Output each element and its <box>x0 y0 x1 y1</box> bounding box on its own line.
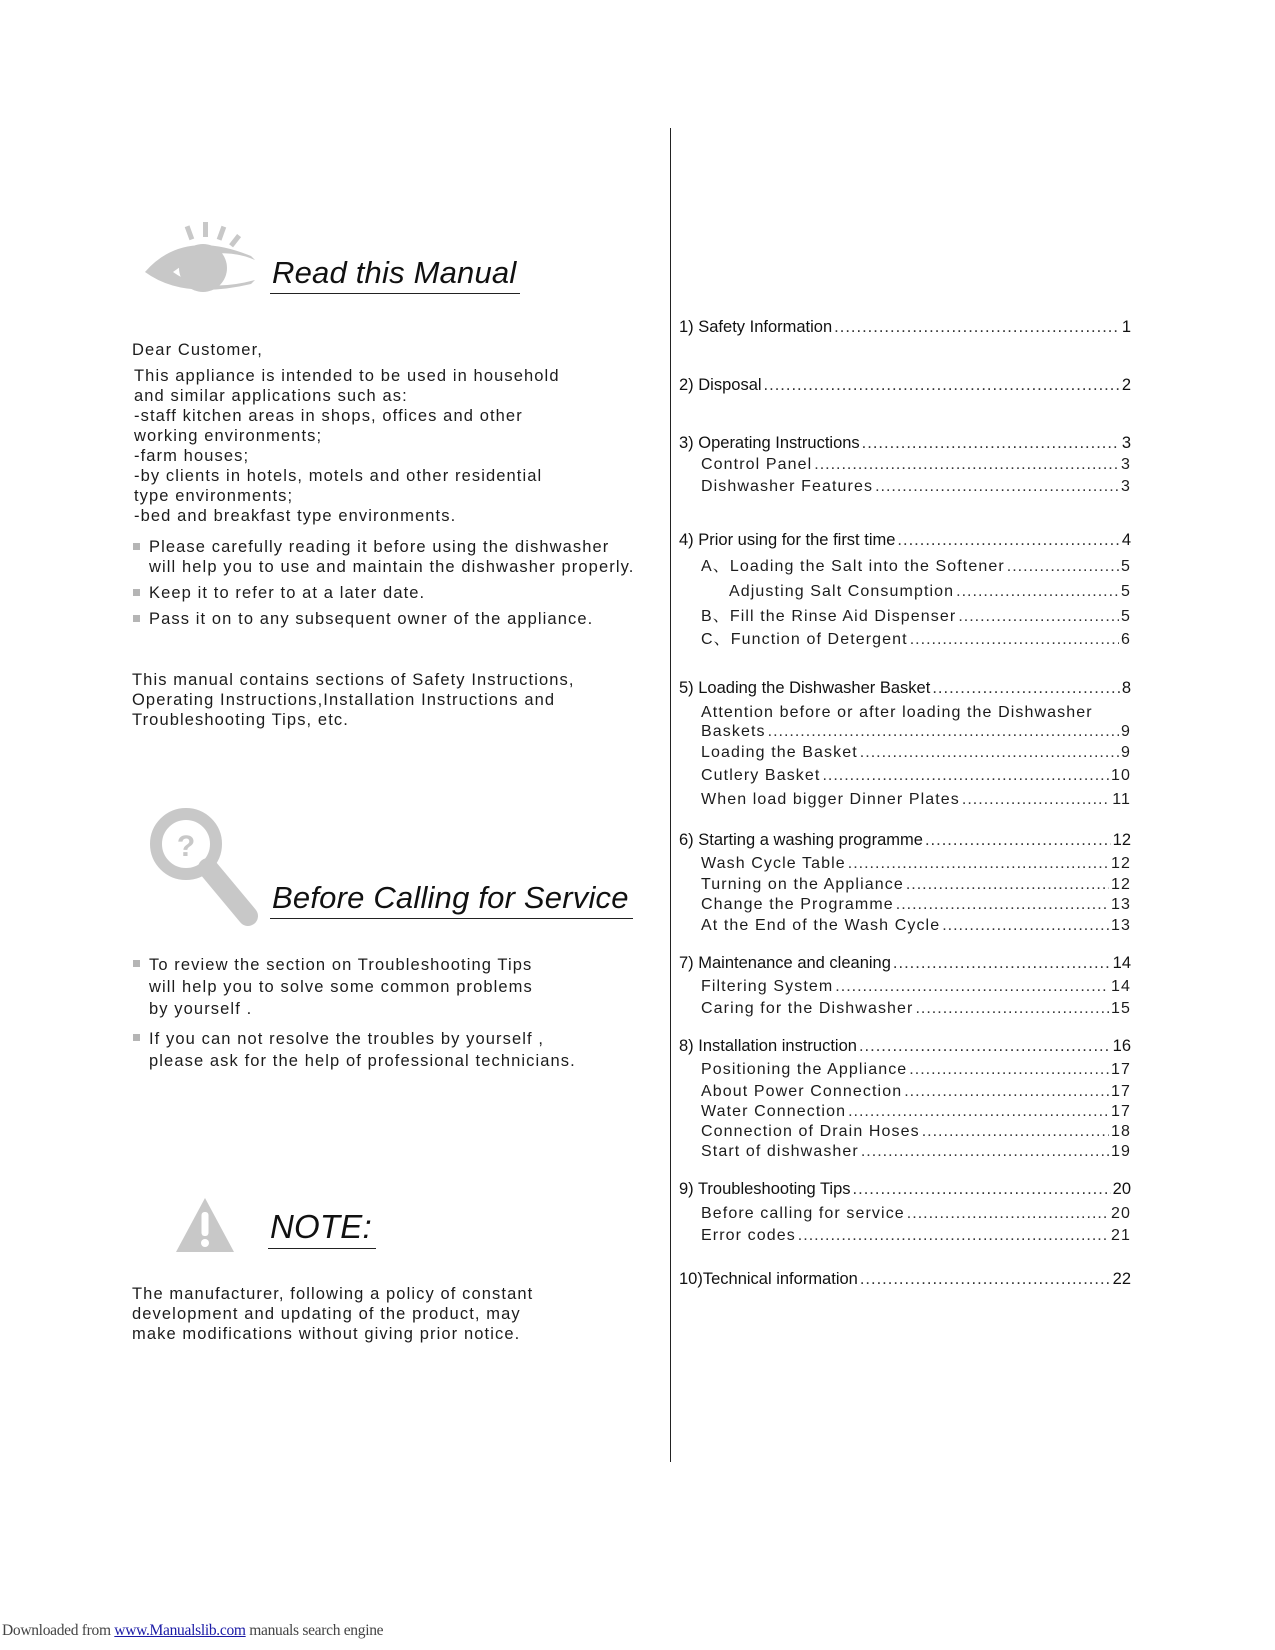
toc-subentry[interactable] <box>679 976 1131 998</box>
toc-subentry[interactable] <box>679 1142 1131 1162</box>
toc-subentry-page: 6 <box>1121 631 1131 648</box>
toc-subentry-title: Filtering System <box>701 978 834 995</box>
summary-line: Operating Instructions,Installation Instructions and <box>132 691 556 709</box>
toc-subentry-title: Error codes <box>701 1226 796 1244</box>
toc-subentry-page: 5 <box>1121 558 1131 575</box>
toc-entry-page: 20 <box>1112 1180 1131 1198</box>
toc-subentry[interactable] <box>679 476 1131 498</box>
manual-summary <box>132 670 575 730</box>
intro-line: -farm houses; <box>134 447 250 465</box>
toc-section <box>679 1178 1131 1246</box>
toc-section <box>679 1268 1131 1290</box>
greeting: Dear Customer, <box>132 341 263 359</box>
intro-line: -bed and breakfast type environments. <box>134 507 457 525</box>
toc-subentry-title: C、Function of Detergent <box>701 631 908 648</box>
intro-line: This appliance is intended to be used in household <box>134 367 560 385</box>
toc-entry-title: 1) Safety Information <box>679 318 833 336</box>
warning-triangle-icon <box>174 1196 236 1254</box>
toc-subentry-page: 5 <box>1121 608 1131 625</box>
toc-subentry[interactable] <box>679 1102 1131 1122</box>
toc-subentry-page: 17 <box>1111 1082 1131 1100</box>
toc-subentry-page: 15 <box>1111 999 1131 1017</box>
toc-subentry-page: 18 <box>1111 1123 1131 1140</box>
toc-entry-page: 22 <box>1112 1270 1131 1288</box>
toc-subentry[interactable] <box>679 554 1131 579</box>
toc-entry-title: 5) Loading the Dishwasher Basket <box>679 679 931 697</box>
toc-entry-page: 8 <box>1121 679 1131 697</box>
toc-subentry[interactable] <box>679 853 1131 875</box>
toc-entry[interactable] <box>679 432 1131 454</box>
toc-subentry[interactable] <box>679 629 1131 651</box>
toc-subentry-page: 12 <box>1111 875 1131 893</box>
table-of-contents <box>679 316 1131 1290</box>
toc-section <box>679 374 1131 396</box>
toc-subentry[interactable] <box>679 1225 1131 1247</box>
bullet-item: Please carefully reading it before using the dishwasher will help you to use and maintain the dishwasher properly. <box>133 537 634 577</box>
toc-subentry-page: 9 <box>1121 744 1131 761</box>
toc-subentry-page: 21 <box>1111 1226 1131 1244</box>
toc-subentry-title: Water Connection <box>701 1103 847 1120</box>
intro-text <box>134 366 560 526</box>
summary-line: Troubleshooting Tips, etc. <box>132 711 349 729</box>
toc-section <box>679 316 1131 338</box>
toc-section <box>679 529 1131 651</box>
toc-subentry-title: B、Fill the Rinse Aid Dispenser <box>701 608 957 625</box>
toc-subentry-title: Turning on the Appliance <box>701 875 904 893</box>
bullet-item: Pass it on to any subsequent owner of the appliance. <box>133 609 634 629</box>
toc-entry[interactable] <box>679 1035 1131 1057</box>
toc-subentry-title: Dishwasher Features <box>701 477 874 495</box>
svg-text:?: ? <box>176 830 196 863</box>
note-text <box>132 1284 533 1344</box>
download-footer <box>2 1622 383 1640</box>
toc-subentry-title: Wash Cycle Table <box>701 855 846 872</box>
toc-subentry-title: About Power Connection <box>701 1082 903 1100</box>
toc-entry-title: 9) Troubleshooting Tips <box>679 1180 851 1198</box>
read-manual-heading: Read this Manual <box>270 255 520 294</box>
magnifier-question-icon <box>148 806 260 928</box>
toc-subentry[interactable] <box>679 765 1131 787</box>
toc-subentry[interactable] <box>679 998 1131 1020</box>
toc-subentry-page: 9 <box>1121 723 1131 740</box>
toc-entry-title: 8) Installation instruction <box>679 1037 857 1055</box>
toc-subentry-wrap[interactable]: Attention before or after loading the Dishwasher <box>701 704 1093 721</box>
toc-subentry-title: Adjusting Salt Consumption <box>729 583 955 600</box>
toc-entry[interactable] <box>679 829 1131 851</box>
toc-section <box>679 677 1131 812</box>
toc-subentry-title: Loading the Basket <box>701 744 858 761</box>
eye-icon <box>143 222 273 294</box>
intro-line: type environments; <box>134 487 294 505</box>
toc-subentry-title: Control Panel <box>701 456 813 473</box>
toc-entry[interactable] <box>679 952 1131 974</box>
toc-section <box>679 432 1131 497</box>
note-line: make modifications without giving prior notice. <box>132 1325 521 1343</box>
toc-subentry-title: A、Loading the Salt into the Softener <box>701 558 1005 575</box>
toc-subentry[interactable] <box>679 1059 1131 1081</box>
toc-subentry-page: 10 <box>1111 767 1131 784</box>
toc-section <box>679 952 1131 1019</box>
toc-subentry-page: 19 <box>1111 1143 1131 1160</box>
toc-entry-page: 12 <box>1112 831 1131 849</box>
toc-entry-title: 4) Prior using for the first time <box>679 531 896 549</box>
toc-subentry[interactable] <box>679 741 1131 765</box>
toc-subentry[interactable] <box>679 915 1131 937</box>
toc-entry-title: 10)Technical information <box>679 1270 858 1288</box>
toc-subentry-title: Start of dishwasher <box>701 1143 859 1160</box>
toc-entry[interactable] <box>679 1268 1131 1290</box>
bullet-item: To review the section on Troubleshooting Tips will help you to solve some common problems by yourself . <box>133 954 576 1020</box>
toc-subentry[interactable] <box>679 1203 1131 1225</box>
toc-subentry-title: At the End of the Wash Cycle <box>701 916 941 934</box>
toc-subentry-page: 3 <box>1121 456 1131 473</box>
toc-subentry-page: 14 <box>1111 978 1131 995</box>
toc-subentry[interactable] <box>679 454 1131 476</box>
toc-subentry-title: Before calling for service <box>701 1205 905 1222</box>
toc-subentry-page: 13 <box>1111 916 1131 934</box>
bullet-item: Keep it to refer to at a later date. <box>133 583 634 603</box>
read-manual-bullets <box>133 537 634 629</box>
toc-entry-page: 4 <box>1121 531 1131 549</box>
toc-entry[interactable] <box>679 374 1131 396</box>
toc-subentry-page: 17 <box>1111 1061 1131 1078</box>
manualslib-link[interactable]: www.Manualslib.com <box>114 1622 246 1639</box>
toc-subentry-title: Connection of Drain Hoses <box>701 1123 920 1140</box>
toc-section <box>679 829 1131 936</box>
toc-entry-title: 7) Maintenance and cleaning <box>679 954 891 972</box>
toc-subentry-page: 12 <box>1111 855 1131 872</box>
service-heading: Before Calling for Service <box>270 880 633 919</box>
toc-entry[interactable] <box>679 677 1131 699</box>
toc-subentry-page: 5 <box>1121 583 1131 600</box>
toc-entry[interactable] <box>679 1178 1131 1200</box>
intro-line: and similar applications such as: <box>134 387 408 405</box>
toc-entry-page: 2 <box>1121 376 1131 394</box>
footer-prefix: Downloaded from <box>2 1622 115 1639</box>
toc-entry[interactable] <box>679 316 1131 338</box>
toc-subentry-title: Change the Programme <box>701 895 894 913</box>
toc-subentry-page: 20 <box>1111 1205 1131 1222</box>
toc-subentry[interactable] <box>679 722 1131 741</box>
note-heading: NOTE: <box>268 1208 376 1249</box>
intro-line: -by clients in hotels, motels and other residential <box>134 467 543 485</box>
toc-subentry[interactable] <box>679 787 1131 812</box>
column-divider <box>670 128 671 1462</box>
footer-suffix: manuals search engine <box>245 1622 384 1639</box>
toc-entry-page: 16 <box>1112 1037 1131 1055</box>
note-line: The manufacturer, following a policy of constant <box>132 1285 534 1303</box>
toc-subentry[interactable] <box>679 579 1131 604</box>
bullet-item: If you can not resolve the troubles by yourself , please ask for the help of professional technicians. <box>133 1028 576 1072</box>
toc-subentry-title: Caring for the Dishwasher <box>701 999 914 1017</box>
toc-entry-page: 3 <box>1121 434 1131 452</box>
toc-entry-page: 14 <box>1112 954 1131 972</box>
toc-section <box>679 1035 1131 1162</box>
summary-line: This manual contains sections of Safety Instructions, <box>132 671 575 689</box>
toc-subentry[interactable] <box>679 604 1131 629</box>
toc-subentry-page: 11 <box>1112 791 1131 808</box>
toc-subentry[interactable] <box>679 1081 1131 1103</box>
toc-subentry-page: 3 <box>1121 477 1131 495</box>
toc-subentry-page: 13 <box>1111 895 1131 913</box>
intro-line: -staff kitchen areas in shops, offices and other <box>134 407 523 425</box>
toc-entry-page: 1 <box>1121 318 1131 336</box>
toc-subentry-title: Positioning the Appliance <box>701 1061 908 1078</box>
toc-subentry-page: 17 <box>1111 1103 1131 1120</box>
toc-subentry-title: Baskets <box>701 723 766 740</box>
note-line: development and updating of the product, may <box>132 1305 521 1323</box>
toc-subentry[interactable] <box>679 1122 1131 1142</box>
toc-subentry[interactable] <box>679 895 1131 915</box>
toc-entry-title: 2) Disposal <box>679 376 762 394</box>
intro-line: working environments; <box>134 427 323 445</box>
toc-subentry-title: Cutlery Basket <box>701 767 821 784</box>
service-bullets <box>133 954 576 1072</box>
toc-subentry-title: When load bigger Dinner Plates <box>701 791 960 808</box>
toc-entry-title: 3) Operating Instructions <box>679 434 860 452</box>
toc-entry-title: 6) Starting a washing programme <box>679 831 923 849</box>
toc-entry[interactable] <box>679 529 1131 551</box>
toc-subentry[interactable] <box>679 875 1131 895</box>
